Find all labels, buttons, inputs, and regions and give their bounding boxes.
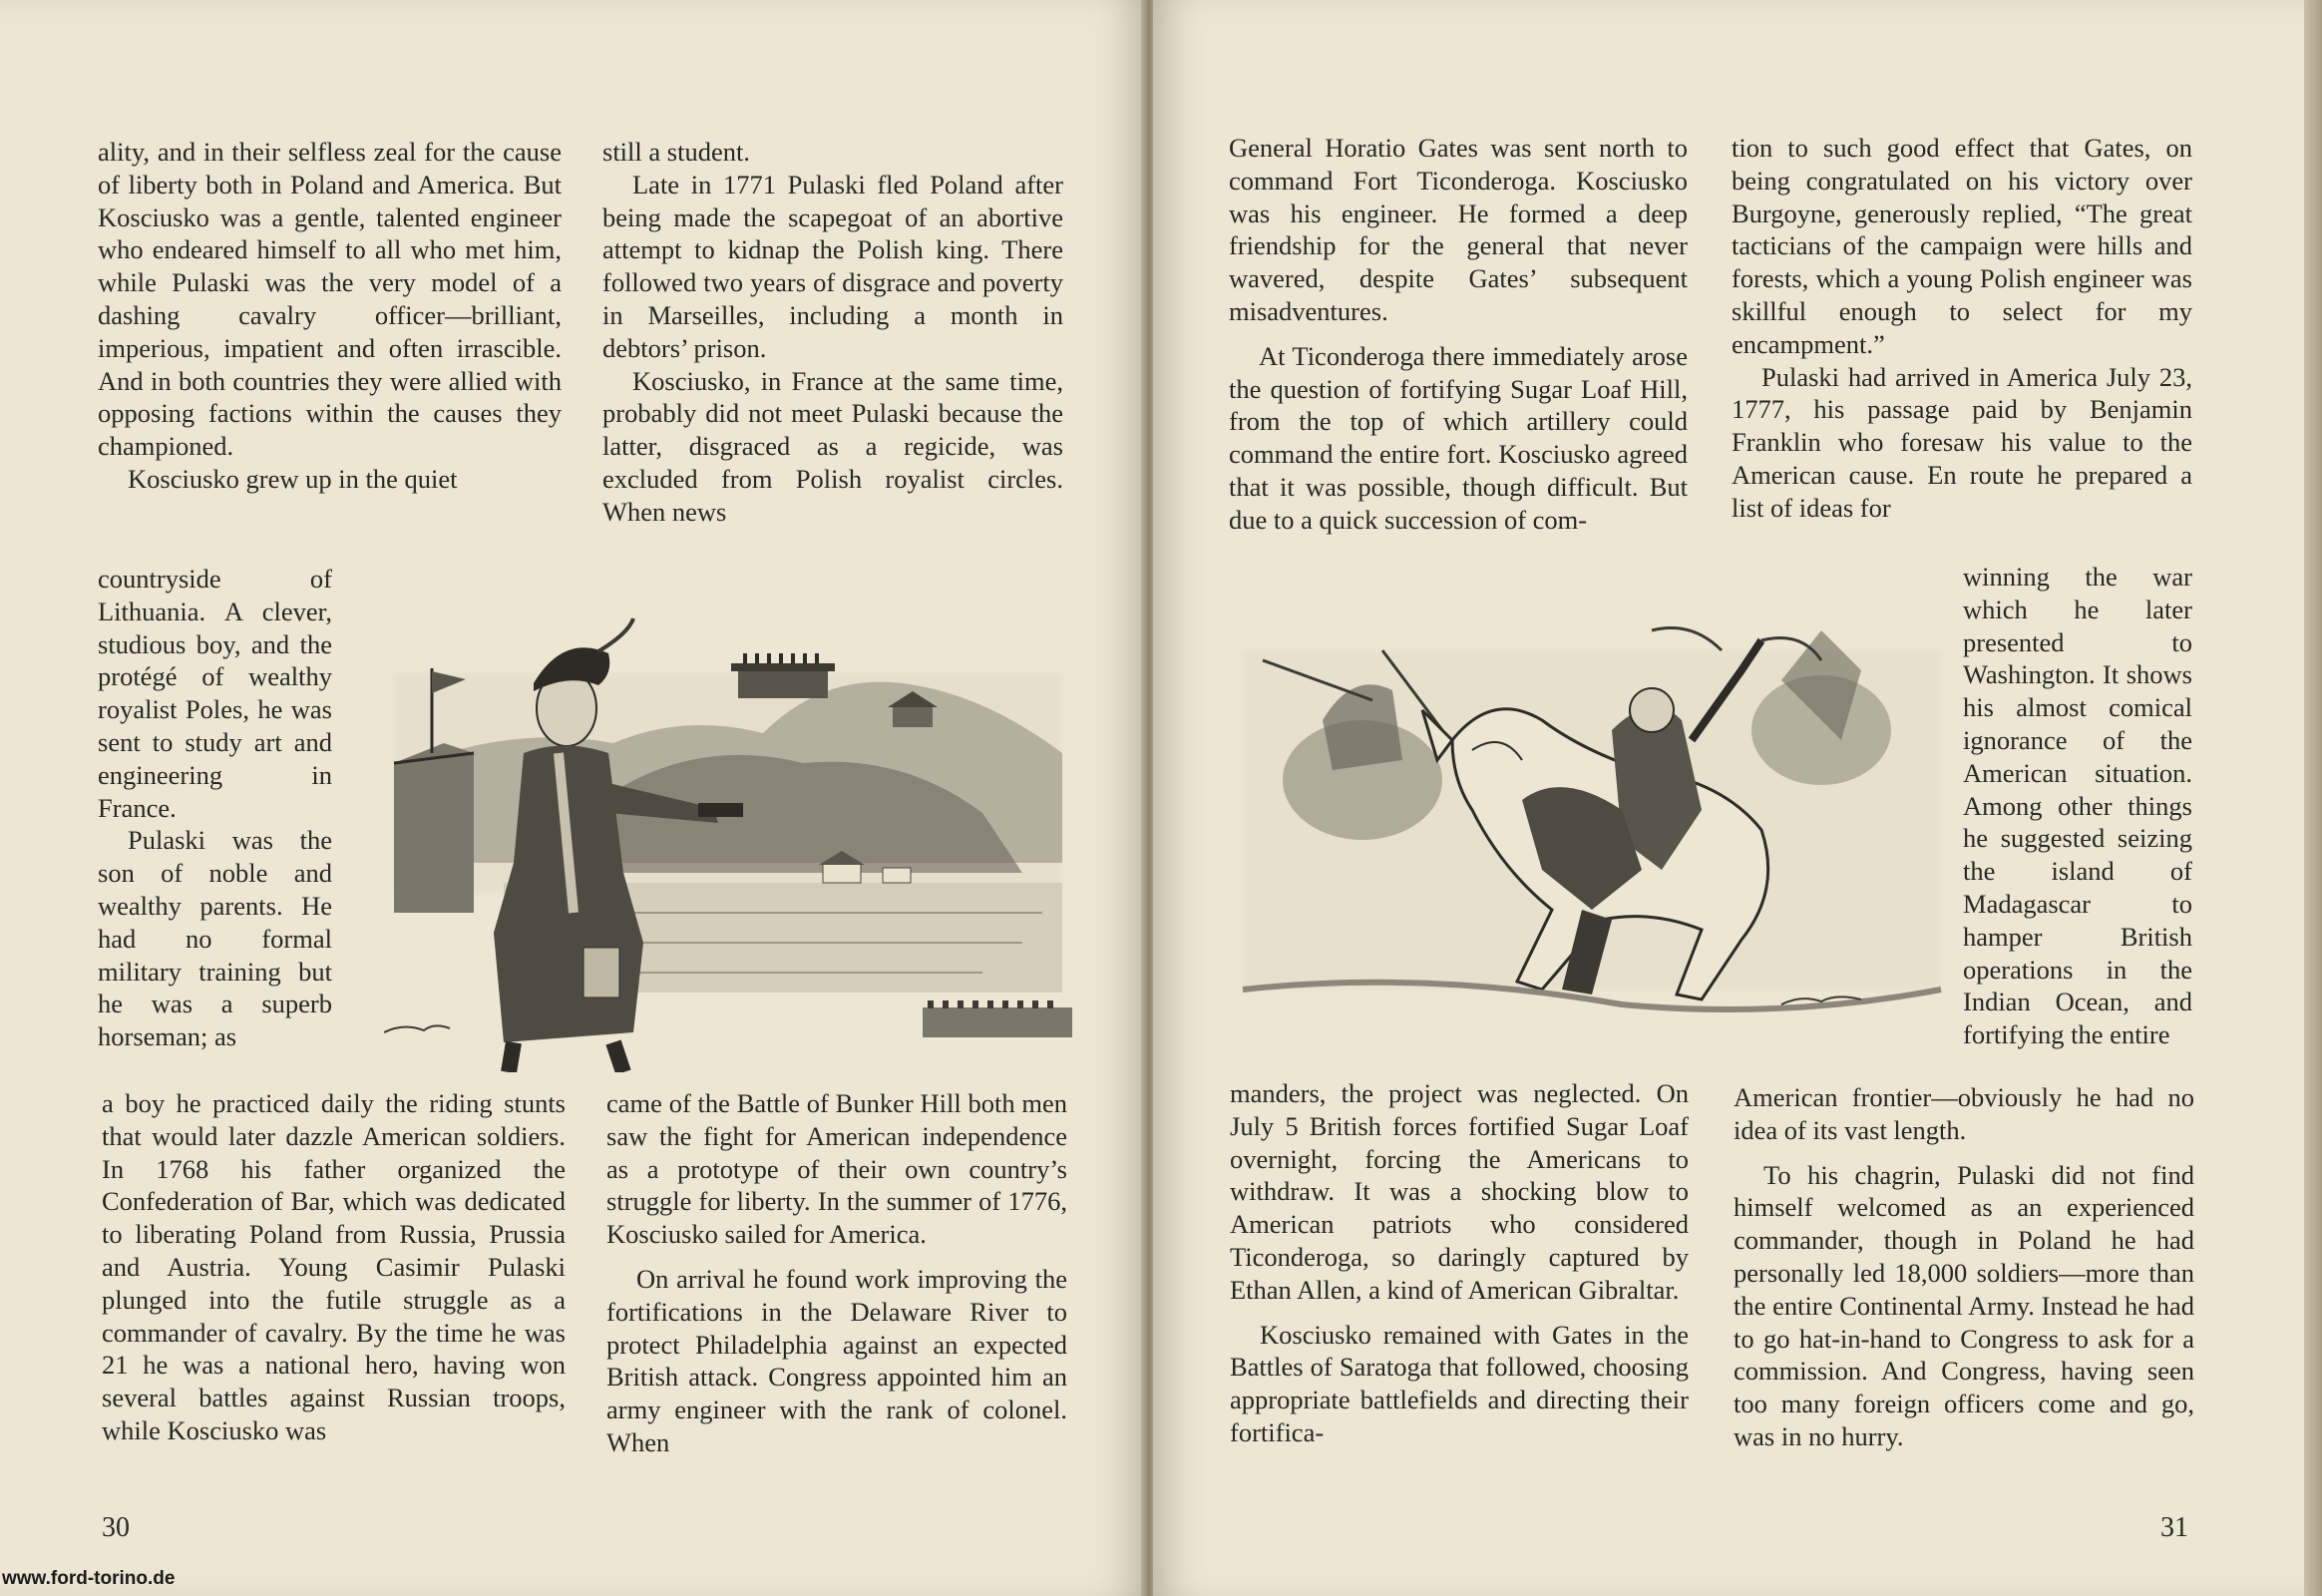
watermark-url: www.ford-torino.de (2, 1568, 176, 1589)
paragraph: ality, and in their selfless zeal for the cause of liberty both in Poland and America. But Kosciusko was a gentle, talented engineer who endeared himself to all who met him, while Pulaski was the very model of a dashing cavalry officer—brilliant, imperious, impatient and often irrascible. And in both countries they were allied with opposing factions within the causes they championed. (98, 137, 562, 462)
left-col2-bottom (606, 1087, 1067, 1459)
paragraph: winning the war which he later presented to Washington. It shows his almost comical ignorance of the American situation. Among other things he suggested seizing the island of Madagascar to hamper British operations in the Indian Ocean, and fortifying the entire (1963, 562, 2192, 1050)
paragraph: Kosciusko remained with Gates in the Battles of Saratoga that followed, choosing appropriate battlefields and directing their fortifica- (1230, 1319, 1689, 1447)
paragraph: a boy he practiced daily the riding stunts that would later dazzle American soldiers. In 1768 his father organized the Confederation of Bar, which was dedicated to liberating Poland from Russia, Prussia and Austria. Young Casimir Pulaski plunged into the futile struggle as a commander of cavalry. By the time he was 21 he was a national hero, having won several battles against Russian troops, while Kosciusko was (102, 1088, 566, 1445)
right-col2-top (1732, 132, 2192, 525)
paragraph: On arrival he found work improving the fortifications in the Delaware River to protect Philadelphia against an expected British attack. Congress appointed him an army engineer with the rank of colonel. When (606, 1263, 1067, 1457)
left-col1-top (98, 136, 562, 496)
right-col2-bottom (1734, 1081, 2194, 1453)
right-page (1153, 0, 2312, 1596)
paragraph: came of the Battle of Bunker Hill both men saw the fight for American independence as a prototype of their own country’s struggle for liberty. In the summer of 1776, Kosciusko sailed for America. (606, 1088, 1067, 1250)
cavalry-battle-illustration (1223, 610, 1961, 1029)
paragraph: Kosciusko, in France at the same time, probably did not meet Pulaski because the latter, disgraced as a regicide, was excluded from Polish royalist circles. When news (602, 365, 1063, 527)
paragraph: Pulaski had arrived in America July 23, 1777, his passage paid by Benjamin Franklin who foresaw his value to the American cause. En route he prepared a list of ideas for (1732, 361, 2192, 523)
right-col1-bottom (1230, 1077, 1689, 1449)
paragraph: At Ticonderoga there immediately arose the question of fortifying Sugar Loaf Hill, from the top of which artillery could command the entire fort. Kosciusko agreed that it was possible, though difficult. But due to a quick succession of com- (1229, 340, 1688, 535)
left-col2-top (602, 136, 1063, 529)
page-number-left: 30 (102, 1512, 130, 1543)
right-col1-top (1229, 132, 1688, 537)
paragraph: countryside of Lithuania. A clever, studious boy, and the protégé of wealthy royalist Poles, he was sent to study art and engineering in France. (98, 564, 332, 823)
left-page (0, 0, 1145, 1596)
right-col2-wrap (1963, 561, 2192, 1051)
left-col1-wrap (98, 563, 332, 1053)
paragraph: still a student. (602, 137, 750, 167)
page-number-right: 31 (2160, 1512, 2188, 1543)
paragraph: Pulaski was the son of noble and wealthy parents. He had no formal military training but he was a superb horseman; as (98, 825, 332, 1052)
left-col1-bottom (102, 1087, 566, 1447)
paragraph: Late in 1771 Pulaski fled Poland after being made the scapegoat of an abortive attempt to kidnap the Polish king. There followed two years of disgrace and poverty in Marseilles, including a month in debtors’ prison. (602, 169, 1063, 363)
page-edge (2304, 0, 2322, 1596)
kosciusko-fort-illustration (384, 613, 1072, 1072)
paragraph: Kosciusko grew up in the quiet (128, 463, 458, 494)
paragraph: tion to such good effect that Gates, on being congratulated on his victory over Burgoyne, generously replied, “The great tacticians of the campaign were hills and forests, which a young Polish engineer was skillful enough to select for my encampment.” (1732, 133, 2192, 359)
paragraph: General Horatio Gates was sent north to command Fort Ticonderoga. Kosciusko was his engineer. He formed a deep friendship for the general that never wavered, despite Gates’ subsequent misadventures. (1229, 133, 1688, 326)
paragraph: American frontier—obviously he had no idea of its vast length. (1734, 1082, 2194, 1145)
paragraph: manders, the project was neglected. On July 5 British forces fortified Sugar Loaf overnight, forcing the Americans to withdraw. It was a shocking blow to American patriots who considered Ticonderoga, so daringly captured by Ethan Allen, a kind of American Gibraltar. (1230, 1078, 1689, 1305)
paragraph: To his chagrin, Pulaski did not find himself welcomed as an experienced commander, though in Poland he had personally led 18,000 soldiers—more than the entire Continental Army. Instead he had to go hat-in-hand to Congress to ask for a commission. And Congress, having seen too many foreign officers come and go, was in no hurry. (1734, 1159, 2194, 1451)
